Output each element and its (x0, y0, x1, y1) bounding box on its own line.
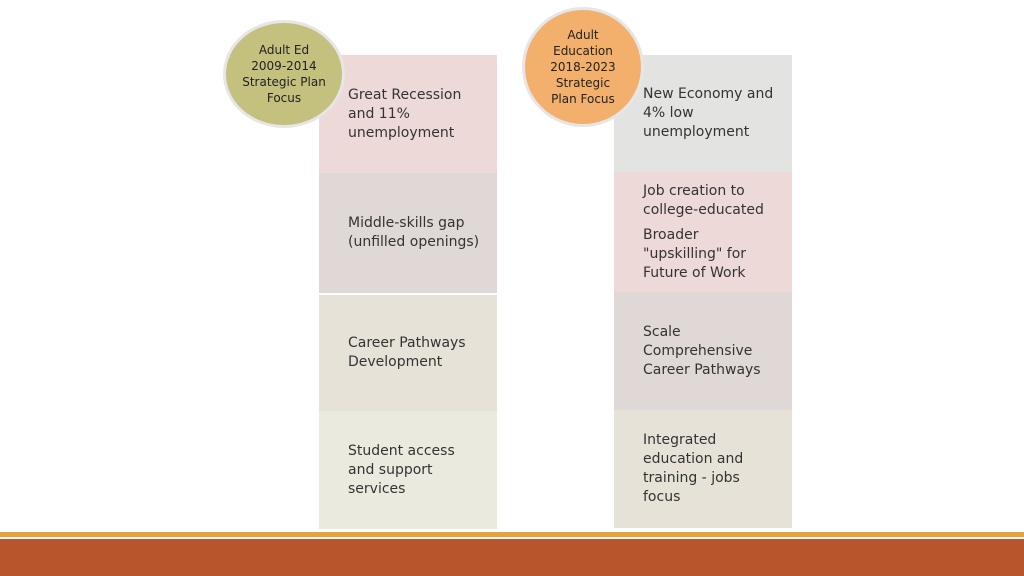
right-box-integrated-education (614, 410, 792, 528)
left-box-1-text: Great Recession and 11% unemployment (348, 86, 462, 141)
footer-accent-line (0, 532, 1024, 537)
footer-bar (0, 539, 1024, 576)
right-period-badge (525, 10, 641, 124)
left-box-recession (319, 55, 497, 173)
left-badge-text: Adult Ed 2009-2014 Strategic Plan Focus (242, 43, 326, 105)
right-box-scale-pathways (614, 292, 792, 410)
left-box-3-text: Career Pathways Development (348, 335, 466, 370)
left-box-skills-gap (319, 173, 497, 293)
right-box-1-text: New Economy and 4% low unemployment (643, 86, 774, 140)
right-box-3-text: Scale Comprehensive Career Pathways (643, 323, 761, 378)
right-badge-text: Adult Education 2018-2023 Strategic Plan Focus (550, 28, 616, 106)
right-column (614, 55, 792, 528)
left-box-2-text: Middle-skills gap (unfilled openings) (348, 215, 480, 250)
right-box-job-creation (614, 172, 792, 292)
right-box-2-text-a: Job creation to college-educated (643, 182, 764, 218)
right-box-4-text: Integrated education and training - jobs focus (643, 432, 744, 505)
left-box-student-access (319, 411, 497, 529)
left-box-4-text: Student access and support services (348, 442, 455, 497)
right-box-2-text-b: Broader "upskilling" for Future of Work (643, 226, 747, 281)
left-column (319, 55, 497, 529)
left-box-career-pathways (319, 293, 497, 411)
left-period-badge (226, 23, 342, 125)
